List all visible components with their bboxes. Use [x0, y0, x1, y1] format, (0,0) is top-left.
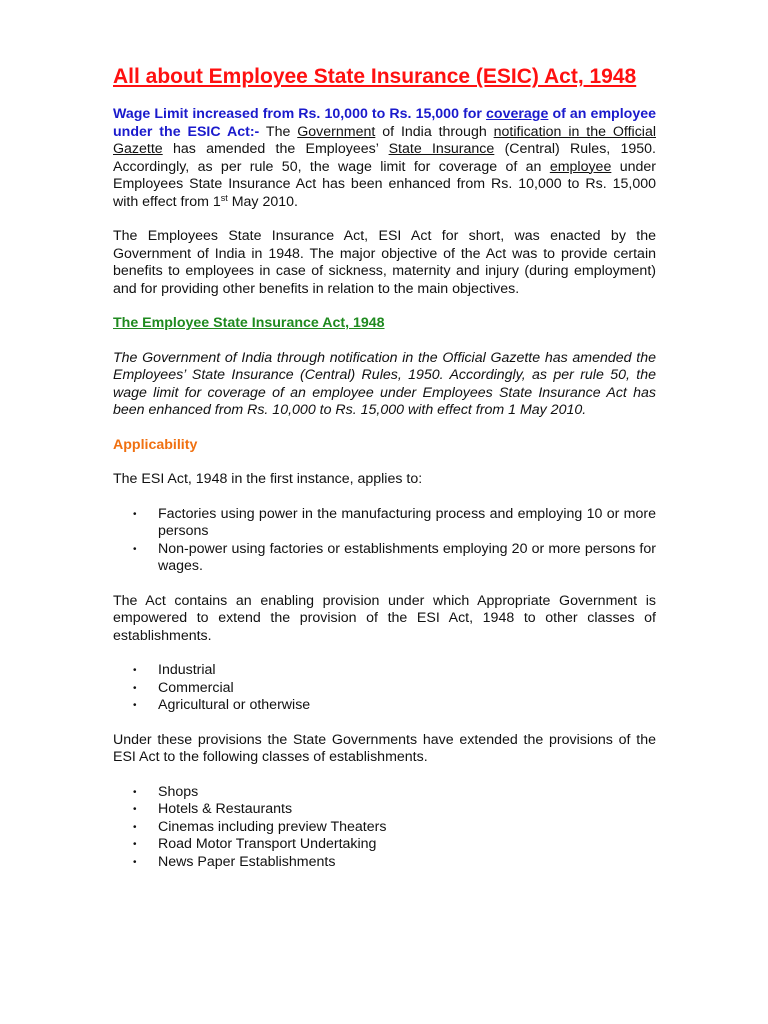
list-item: [113, 680, 656, 698]
government-link[interactable]: Government: [297, 123, 376, 140]
intro-text-5: under Employees State Insurance Act has been enhanced from Rs. 10,000 to Rs. 15,000 with effect from 1: [113, 158, 656, 210]
intro-paragraph: [113, 106, 656, 211]
employee-link[interactable]: employee: [549, 158, 612, 175]
list-item-text: News Paper Establishments: [158, 853, 336, 870]
bullet-icon: •: [133, 700, 137, 711]
bullet-icon: •: [133, 682, 137, 694]
establishments-list: [113, 784, 656, 872]
enabling-paragraph: The Act contains an enabling provision under which Appropriate Government is empowered to extend the provision of the ESI Act, 1948 to other classes of establishments.: [113, 592, 656, 644]
list-item: [113, 662, 656, 680]
document-content: [113, 64, 656, 871]
bullet-icon: •: [133, 543, 137, 555]
bullet-icon: •: [133, 839, 137, 850]
bullet-icon: •: [133, 856, 137, 868]
intro-text-2: of India through: [375, 123, 494, 140]
list-item-text: Shops: [158, 783, 199, 800]
list-item-text: Non-power using factories or establishments employing 20 or more persons for wages.: [158, 540, 656, 574]
applicability-heading: Applicability: [113, 436, 198, 453]
applies-list: [113, 506, 656, 576]
list-item-text: Cinemas including preview Theaters: [158, 818, 387, 835]
list-item-text: Factories using power in the manufacturing process and employing 10 or more persons: [158, 505, 656, 539]
list-item-text: Agricultural or otherwise: [158, 697, 311, 713]
list-item-text: Road Motor Transport Undertaking: [158, 836, 377, 852]
classes-list: [113, 662, 656, 715]
list-item: [113, 819, 656, 837]
act-heading: The Employee State Insurance Act, 1948: [113, 315, 385, 331]
list-item-text: Commercial: [158, 679, 234, 696]
list-item: [113, 541, 656, 576]
intro-lead-text: Wage Limit increased from Rs. 10,000 to Rs. 15,000 for: [113, 106, 487, 122]
intro-text-1: The: [259, 123, 298, 140]
overview-paragraph: The Employees State Insurance Act, ESI Act for short, was enacted by the Government of India in 1948. The major objective of the Act was to provide certain benefits to employees in case of sickness, maternity and injury (during employment) and for providing other benefits in relation to the main objectives.: [113, 228, 656, 297]
document-title: All about Employee State Insurance (ESIC) Act, 1948: [113, 65, 637, 88]
list-item: [113, 854, 656, 872]
italic-paragraph: The Government of India through notification in the Official Gazette has amended the Employees’ State Insurance (Central) Rules, 1950. Accordingly, as per rule 50, the wage limit for coverage of an employee under Employees State Insurance Act has been enhanced from Rs. 10,000 to Rs. 15,000 with effect from 1 May 2010.: [113, 349, 656, 418]
list-item: [113, 506, 656, 541]
extended-paragraph: Under these provisions the State Governments have extended the provisions of the ESI Act to the following classes of establishments.: [113, 731, 656, 765]
coverage-link[interactable]: coverage: [486, 106, 549, 122]
intro-lead-tail: of an employee under the ESIC Act:-: [113, 106, 657, 140]
bullet-icon: •: [133, 508, 137, 520]
list-item: [113, 801, 656, 819]
list-item: [113, 784, 656, 802]
list-item-text: Hotels & Restaurants: [158, 801, 293, 817]
ordinal-suffix: st: [220, 192, 228, 203]
notification-link[interactable]: notification in the Official Gazette: [113, 123, 656, 157]
list-item: [113, 836, 656, 854]
intro-text-3: has amended the Employees’: [162, 141, 389, 157]
bullet-icon: •: [133, 786, 137, 798]
intro-text-4: (Central) Rules, 1950. Accordingly, as per rule 50, the wage limit for coverage of an: [113, 141, 656, 175]
bullet-icon: •: [133, 665, 137, 676]
state-insurance-link[interactable]: State Insurance: [388, 141, 495, 157]
intro-text-6: May 2010.: [227, 193, 298, 210]
list-item: [113, 697, 656, 715]
list-item-text: Industrial: [158, 662, 216, 678]
applies-paragraph: The ESI Act, 1948 in the first instance, applies to:: [113, 471, 423, 487]
bullet-icon: •: [133, 804, 137, 815]
bullet-icon: •: [133, 821, 137, 833]
